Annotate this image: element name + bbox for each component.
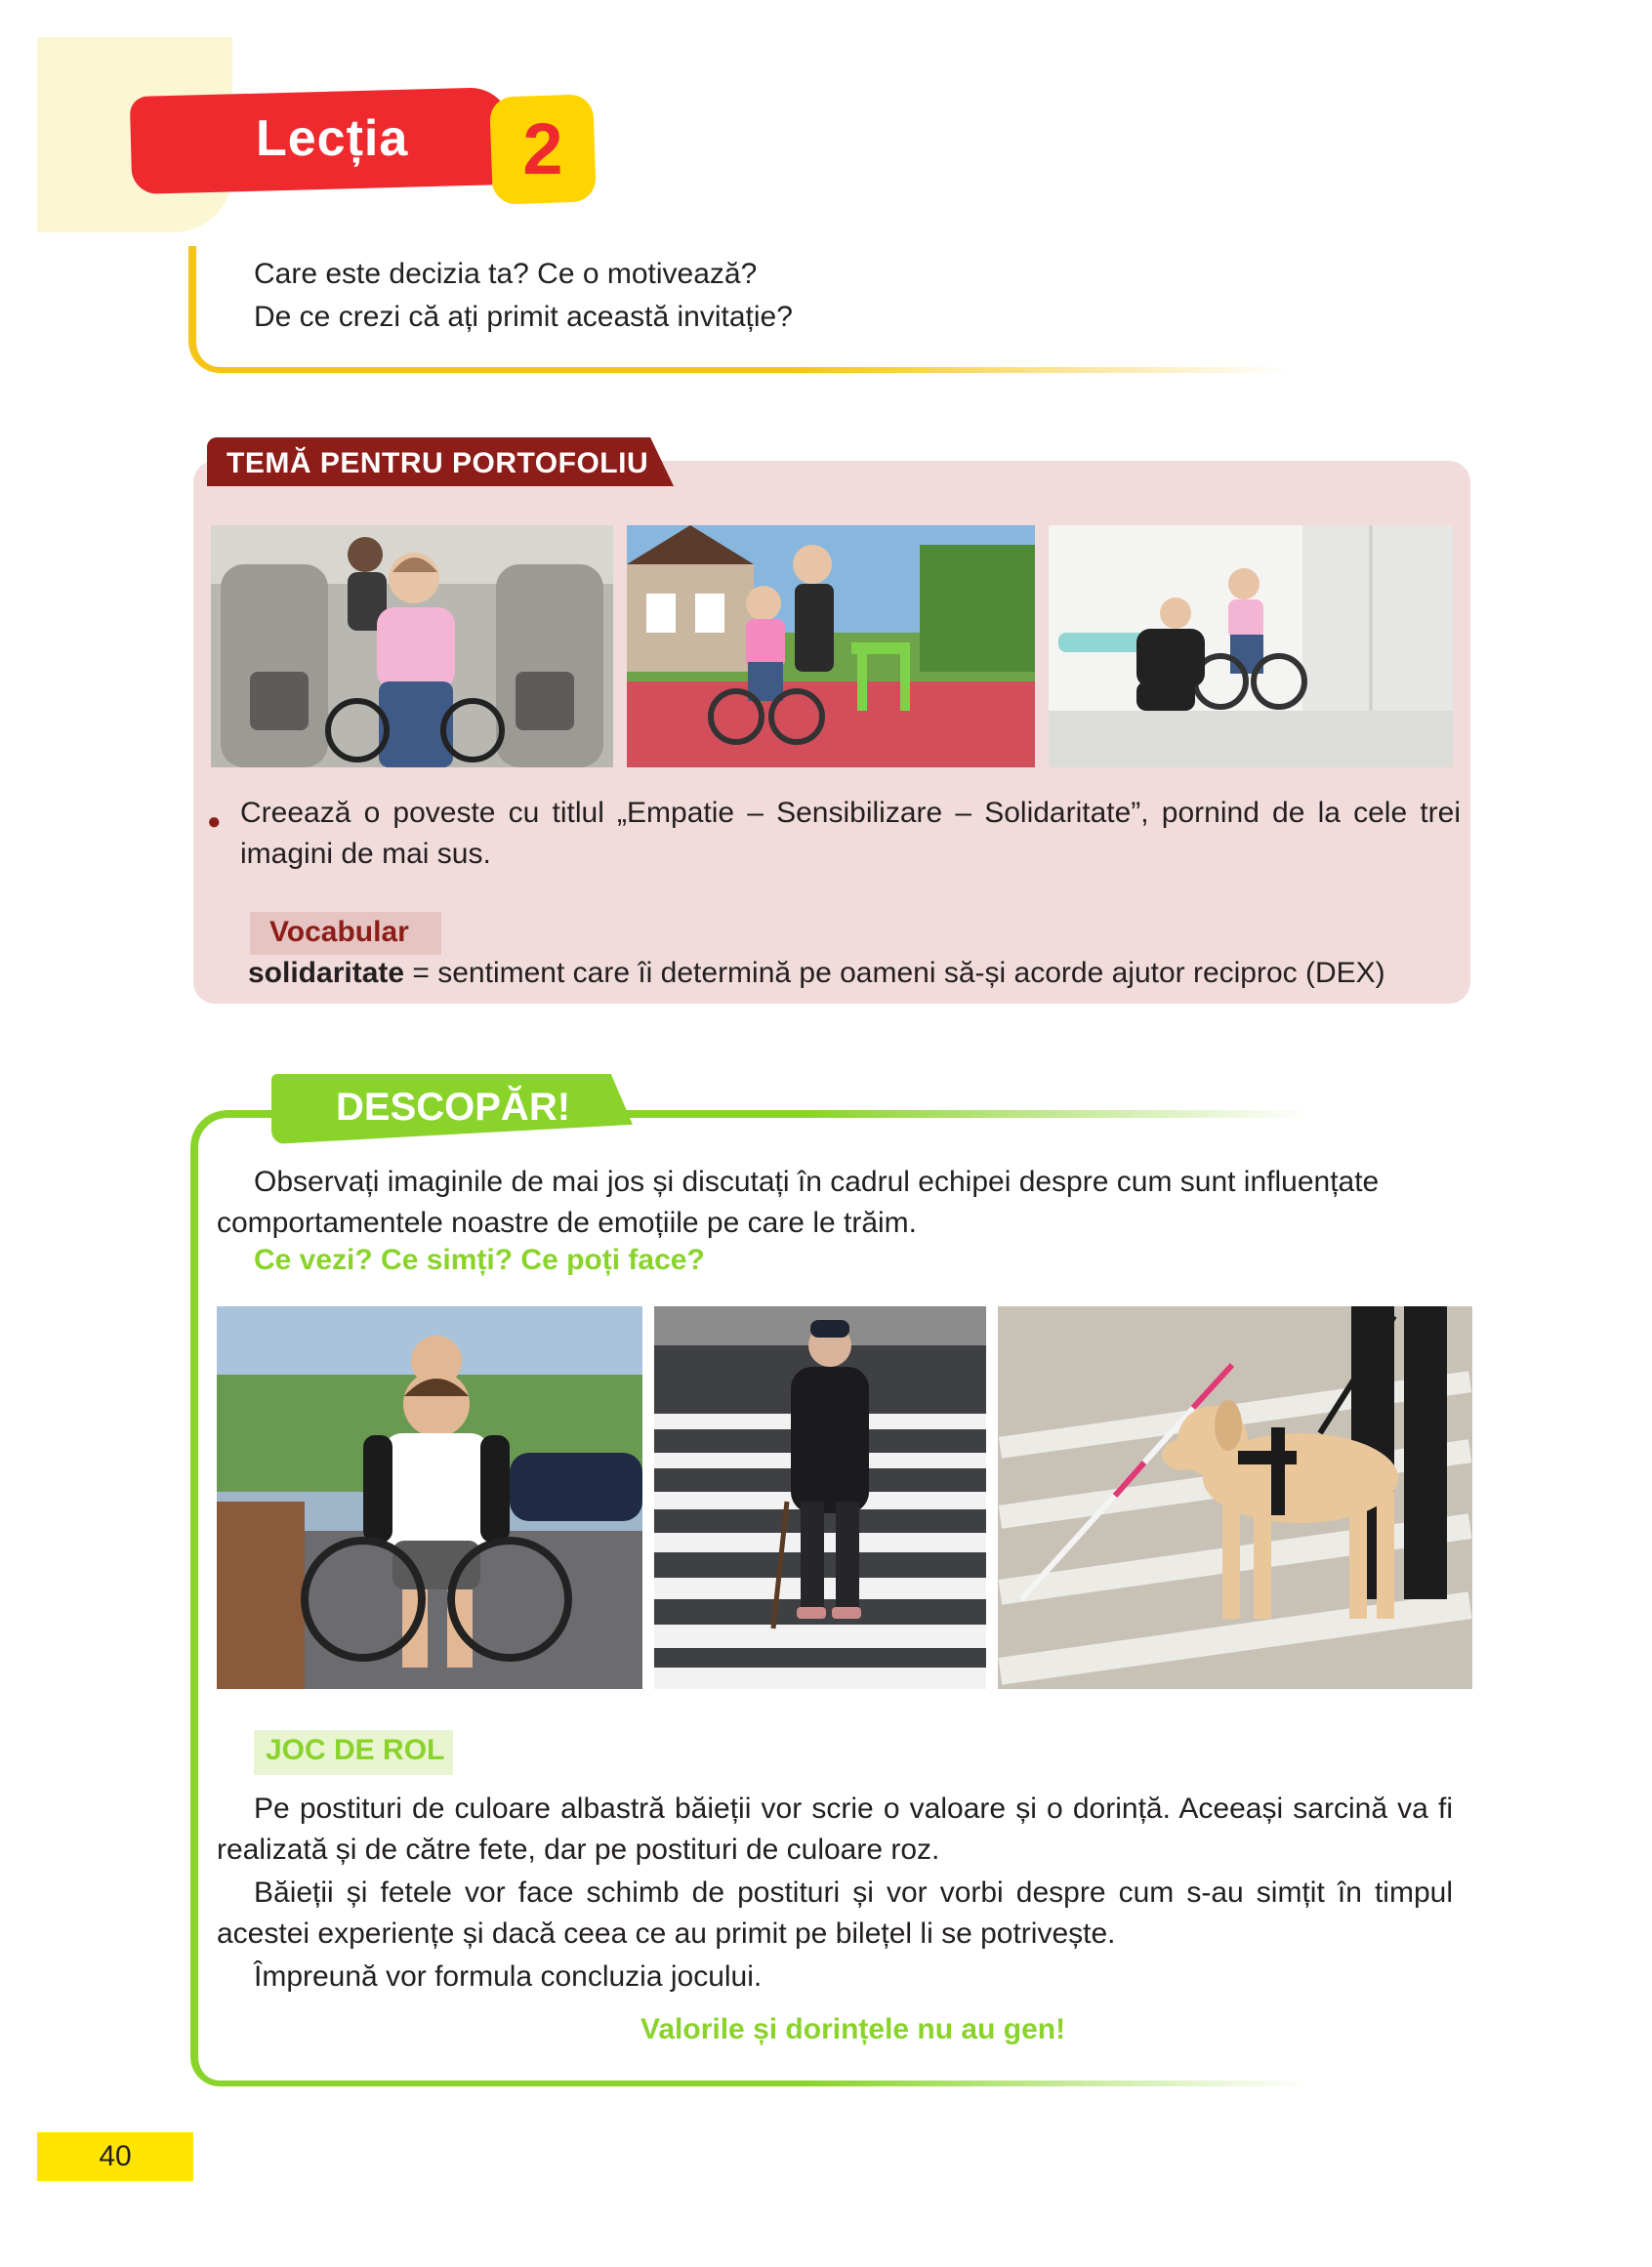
discover-questions: Ce vezi? Ce simți? Ce poți face? [254, 1244, 705, 1276]
vocab-definition-line [248, 957, 1385, 990]
discover-paragraph: Observați imaginile de mai jos și discutați în cadrul echipei despre cum sunt influențate comportamentele noastre de emoțiile pe care le trăim. [217, 1166, 1380, 1239]
portfolio-task: Creează o poveste cu titlul „Empatie – Sensibilizare – Solidaritate”, pornind de la cele trei imagini de mai sus. [240, 797, 1461, 870]
photo-wheelchair-playground [627, 525, 1035, 767]
page-number: 40 [99, 2140, 132, 2172]
discover-title: DESCOPĂR! [336, 1086, 571, 1129]
role-play-paragraph-1: Pe postituri de culoare albastră băieții vor scrie o valoare și o dorință. Aceeași sarcină va fi realizată și de către fete, dar pe postituri de culoare roz. [217, 1793, 1453, 1866]
vocab-title: Vocabular [269, 916, 409, 948]
photo-elderly-crossing [654, 1306, 986, 1689]
vocab-term: solidaritate [248, 957, 405, 989]
role-play-paragraph-3: Împreună vor formula concluzia jocului. [254, 1960, 763, 1993]
role-play-paragraph-2: Băieții și fetele vor face schimb de postituri și vor vorbi despre cum s-au simțit în timpul acestei experiențe și dacă ceea ce au primit pe bilețel li se potrivește. [217, 1876, 1453, 1950]
lesson-number: 2 [522, 108, 563, 189]
lesson-label: Lecția [256, 110, 409, 167]
task-bullet: ● [207, 808, 222, 835]
photo-boy-wheelchair [217, 1306, 642, 1689]
intro-question-1: Care este decizia ta? Ce o motivează? [254, 258, 758, 290]
intro-question-2: De ce crezi că ați primit această invitație? [254, 301, 793, 333]
photo-guide-dog [998, 1306, 1472, 1689]
vocab-definition: = sentiment care îi determină pe oameni să-și acorde ajutor reciproc (DEX) [404, 957, 1385, 989]
photo-wheelchair-vehicle [211, 525, 613, 767]
photo-wheelchair-bathroom [1049, 525, 1453, 767]
role-play-conclusion: Valorile și dorințele nu au gen! [640, 2013, 1066, 2045]
role-play-title: JOC DE ROL [266, 1734, 445, 1766]
portfolio-title: TEMĂ PENTRU PORTOFOLIU [227, 447, 649, 479]
